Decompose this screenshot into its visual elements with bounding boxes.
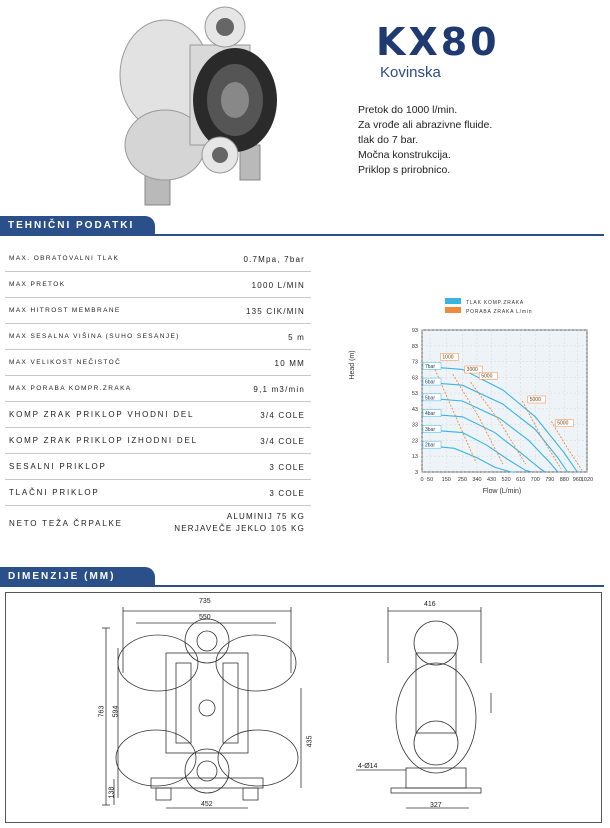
feature-item: Pretok do 1000 l/min. — [358, 104, 458, 116]
spec-label: MAX SESALNA VIŠINA (SUHO SESANJE) — [9, 333, 180, 340]
spec-row — [5, 402, 311, 428]
specs-section-title: TEHNIČNI PODATKI — [0, 216, 155, 236]
spec-label: MAX PORABA KOMPR.ZRAKA — [9, 385, 132, 392]
x-tick-label: 880 — [559, 477, 569, 483]
spec-row — [5, 298, 311, 324]
divider — [0, 234, 604, 236]
dim-front-width: 735 — [199, 598, 211, 605]
pressure-label: 3bar — [425, 426, 436, 433]
spec-row — [5, 350, 311, 376]
spec-label: MAX HITROST MEMBRANE — [9, 307, 121, 314]
legend-label: TLAK KOMP.ZRAKA — [466, 300, 525, 306]
spec-label: KOMP ZRAK PRIKLOP VHODNI DEL — [9, 410, 195, 419]
dim-side-base: 327 — [430, 802, 442, 809]
x-tick-label: 700 — [530, 477, 540, 483]
spec-value: 3/4 COLE — [260, 437, 305, 446]
spec-row — [5, 428, 311, 454]
pressure-label: 5bar — [425, 395, 436, 402]
legend-label: PORABA ZRAKA L/min — [466, 309, 533, 315]
air-label: 3000 — [466, 367, 478, 374]
legend-swatch — [445, 307, 461, 313]
dim-front-height: 763 — [98, 705, 106, 718]
spec-label: SESALNI PRIKLOP — [9, 462, 107, 471]
x-tick-label: 960 — [572, 477, 582, 483]
dim-front-base: 452 — [201, 801, 213, 808]
spec-label: MAX. OBRATOVALNI TLAK — [9, 255, 120, 262]
spec-value: 3 COLE — [269, 463, 305, 472]
spec-value: 1000 L/MIN — [251, 281, 305, 290]
y-tick-label: 83 — [411, 343, 418, 350]
spec-row — [5, 272, 311, 298]
model-title: KX80 — [376, 20, 500, 64]
y-tick-label: 53 — [411, 391, 418, 398]
spec-label: TLAČNI PRIKLOP — [9, 488, 100, 497]
spec-row — [5, 506, 311, 540]
spec-value: 0.7Mpa, 7bar — [243, 255, 305, 264]
x-tick-label: 1020 — [580, 477, 594, 483]
spec-value: 3/4 COLE — [260, 411, 305, 420]
divider — [0, 585, 604, 587]
x-tick-label: 150 — [441, 477, 451, 483]
y-tick-label: 33 — [411, 422, 418, 429]
spec-value: 9,1 m3/min — [253, 385, 305, 394]
air-label: 5000 — [557, 420, 569, 427]
y-tick-label: 43 — [411, 406, 418, 413]
spec-row — [5, 324, 311, 350]
pressure-label: 2bar — [425, 442, 436, 449]
spec-row — [5, 454, 311, 480]
model-material: Kovinska — [380, 64, 441, 81]
dim-front-bottom: 138 — [108, 786, 116, 799]
spec-row — [5, 376, 311, 402]
spec-value: 10 MM — [274, 359, 305, 368]
y-tick-label: 23 — [411, 438, 418, 445]
dimension-drawing — [6, 593, 601, 822]
air-label: 5000 — [529, 397, 541, 403]
spec-value: ALUMINIJ 75 KG — [226, 512, 305, 521]
spec-label: KOMP ZRAK PRIKLOP IZHODNI DEL — [9, 436, 198, 445]
spec-row — [5, 246, 311, 272]
air-label: 1000 — [442, 354, 454, 361]
dimensions-section-title: DIMENZIJE (MM) — [0, 567, 155, 587]
air-label: 5000 — [481, 373, 493, 380]
x-tick-label: 0 — [420, 477, 424, 483]
pressure-label: 4bar — [425, 411, 436, 418]
dim-front-height2: 594 — [112, 705, 120, 718]
y-tick-label: 93 — [411, 328, 418, 334]
x-tick-label: 790 — [545, 477, 555, 483]
y-axis-label: Head (m) — [349, 350, 356, 380]
spec-label: NETO TEŽA ČRPALKE — [9, 519, 123, 528]
pressure-label: 6bar — [425, 379, 436, 386]
feature-item: Močna konstrukcija. — [358, 149, 451, 161]
dim-front-side: 435 — [306, 735, 314, 748]
x-tick-label: 430 — [486, 477, 497, 483]
x-tick-label: 340 — [472, 477, 482, 483]
feature-item: Za vrođe ali abrazivne fluide. — [358, 119, 493, 131]
y-tick-label: 63 — [411, 375, 418, 382]
y-tick-label: 3 — [414, 470, 418, 476]
x-tick-label: 250 — [457, 477, 468, 483]
feature-item: tlak do 7 bar. — [358, 134, 419, 146]
x-axis-label: Flow (L/min) — [482, 488, 522, 495]
spec-value: 5 m — [288, 333, 305, 342]
x-tick-label: 520 — [501, 477, 511, 483]
dim-front-inner: 550 — [199, 614, 211, 621]
legend-swatch — [445, 298, 461, 304]
spec-label: MAX PRETOK — [9, 281, 66, 288]
spec-row — [5, 480, 311, 506]
y-tick-label: 13 — [411, 454, 418, 461]
dimension-drawing-frame — [5, 592, 602, 823]
y-tick-label: 73 — [411, 359, 418, 366]
spec-value: 135 CIK/MIN — [246, 307, 305, 316]
feature-list — [358, 103, 492, 178]
dim-side-hole: 4-Ø14 — [358, 763, 378, 770]
dim-side-width: 416 — [424, 601, 436, 608]
spec-label: MAX VELIKOST NEČISTOČ — [9, 359, 122, 366]
x-tick-label: 610 — [516, 477, 526, 483]
spec-value: 3 COLE — [269, 489, 305, 498]
pump-photo — [105, 5, 280, 210]
pressure-label: 7bar — [425, 363, 436, 370]
spec-table — [5, 246, 311, 540]
spec-value-secondary: NERJAVEČE JEKLO 105 KG — [174, 524, 305, 533]
feature-item: Priklop s prirobnico. — [358, 164, 451, 176]
x-tick-label: 50 — [427, 477, 434, 483]
performance-chart — [340, 295, 606, 495]
